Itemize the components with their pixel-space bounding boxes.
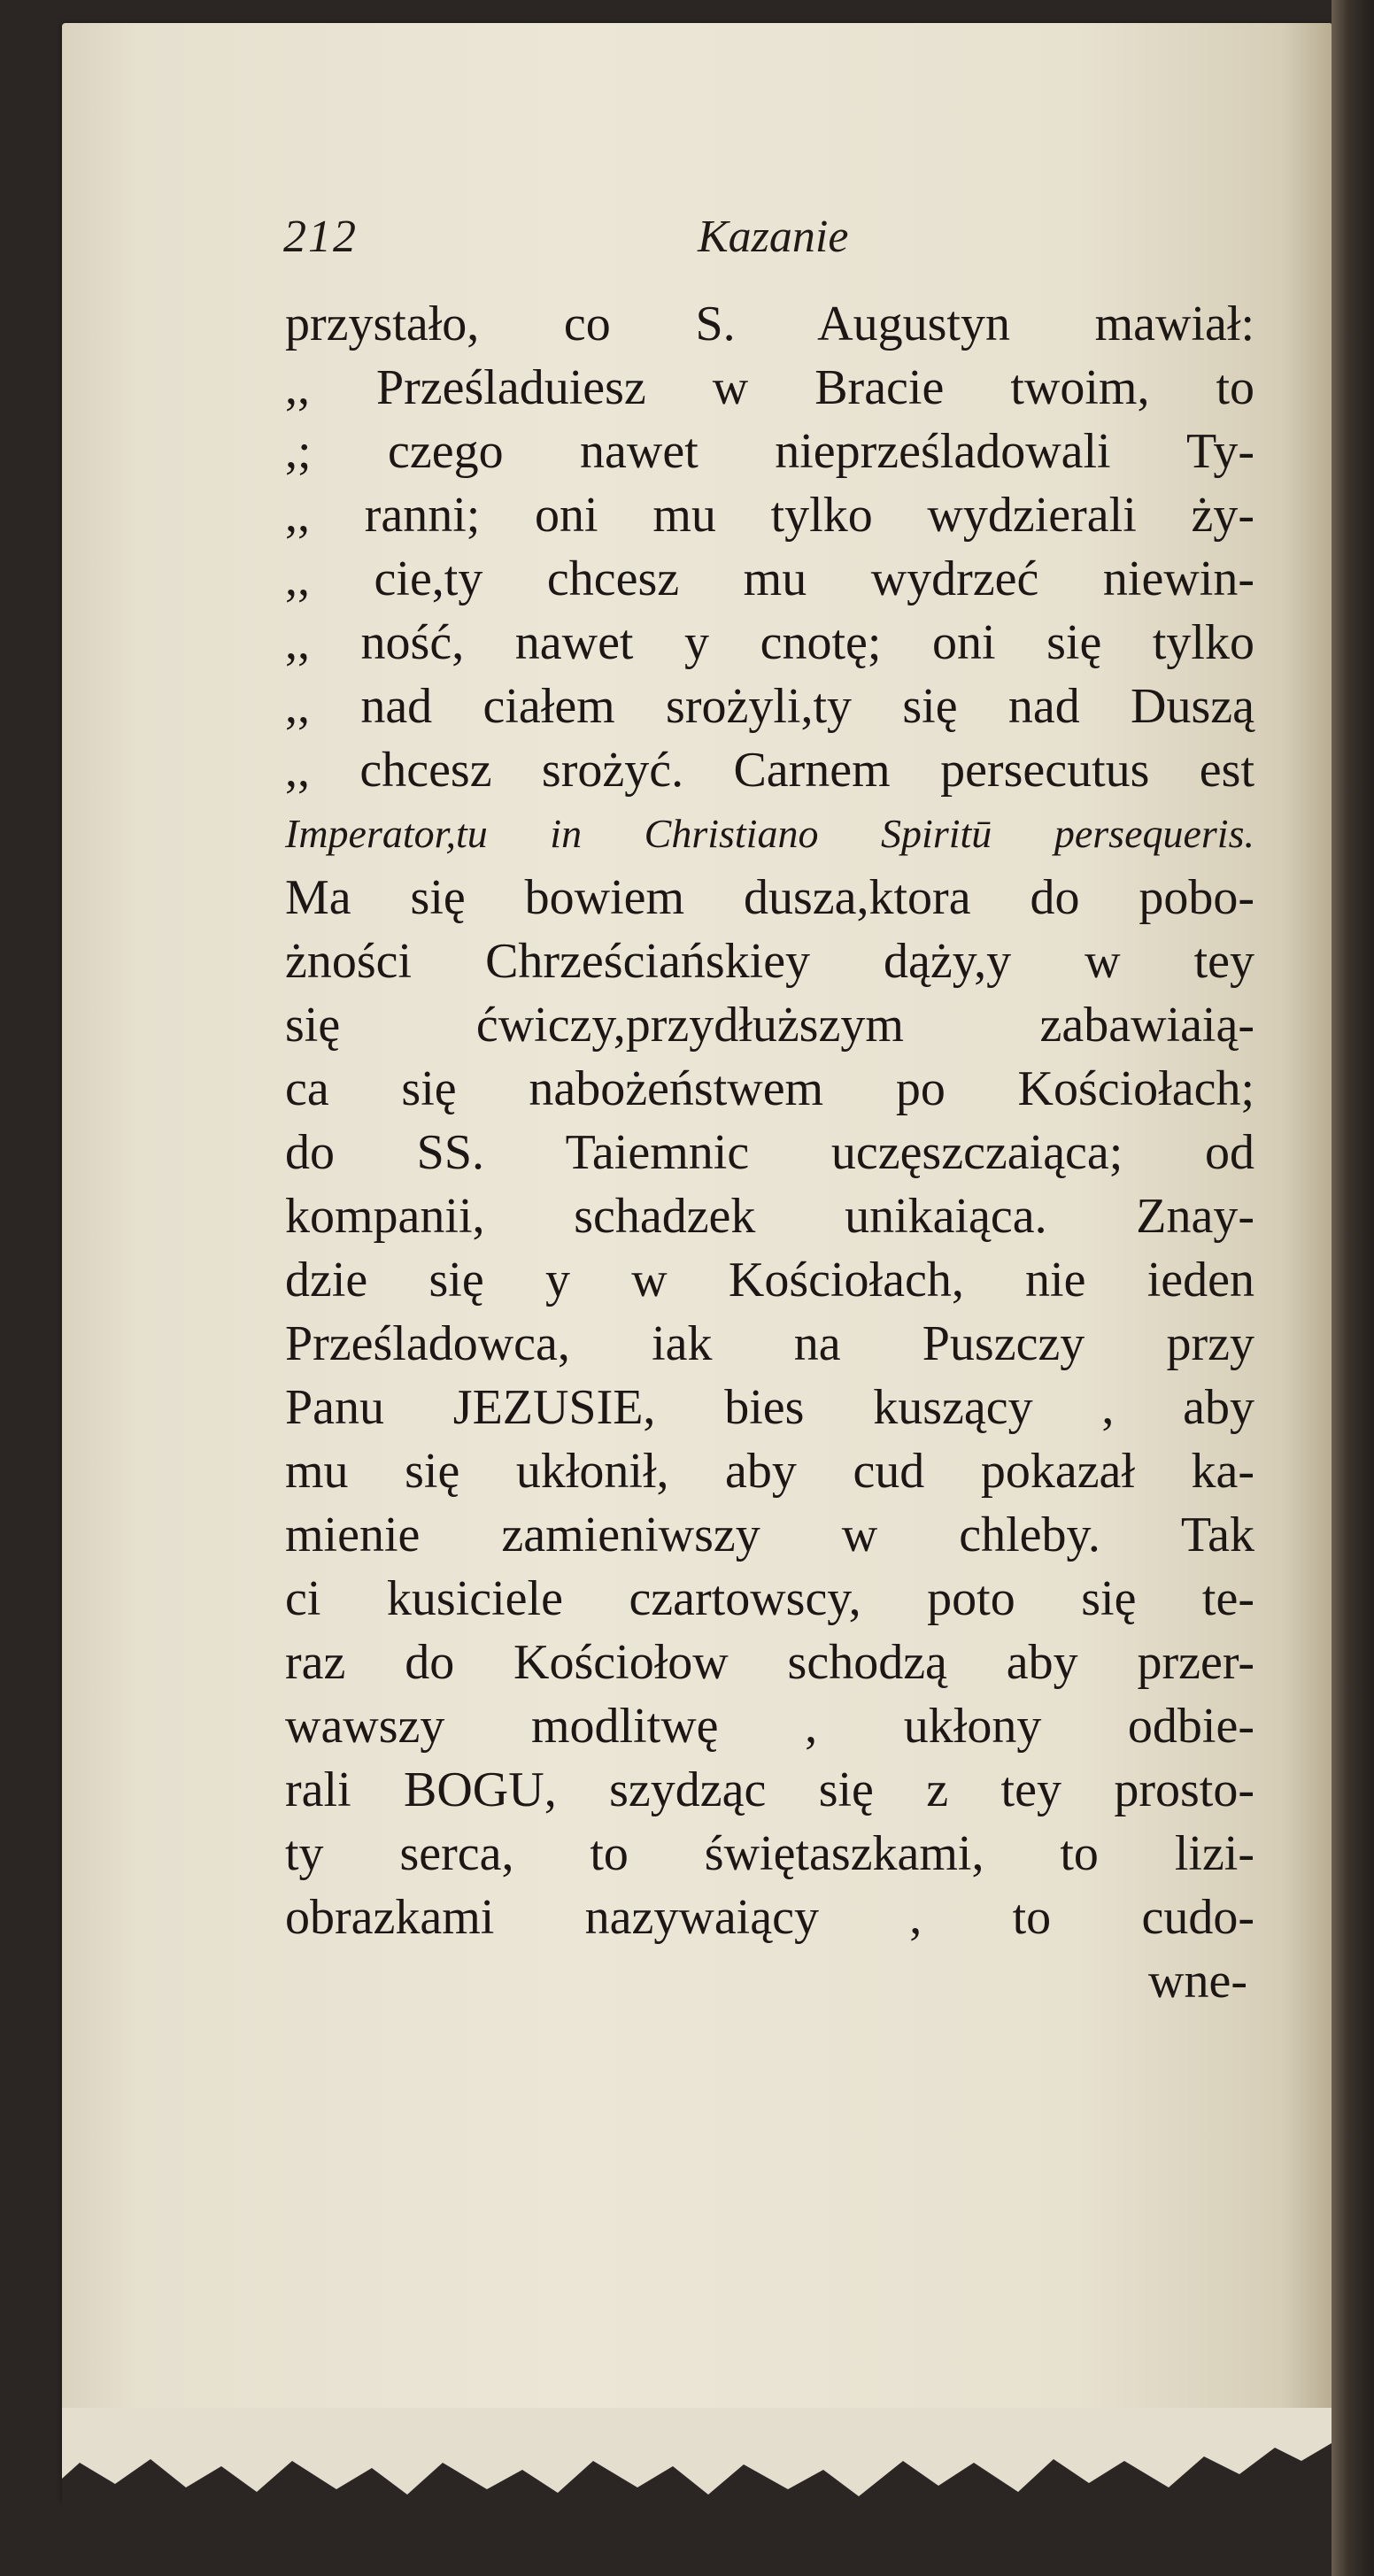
- text-line: ,, nad ciałem srożyli,ty się nad Duszą: [285, 679, 1254, 734]
- text-line: Prześladowca, iak na Puszczy przy: [285, 1316, 1254, 1371]
- text-line: ,; czego nawet nieprześladowali Ty-: [285, 424, 1254, 479]
- text-line: wawszy modlitwę , ukłony odbie-: [285, 1699, 1254, 1754]
- text-line: ,, chcesz srożyć. Carnem persecutus est: [285, 743, 1254, 798]
- text-line: do SS. Taiemnic uczęszczaiąca; od: [285, 1125, 1254, 1180]
- page-header: [283, 211, 1257, 273]
- text-line: kompanii, schadzek unikaiąca. Znay-: [285, 1189, 1254, 1244]
- running-head: Kazanie: [698, 212, 849, 262]
- text-line: ca się nabożeństwem po Kościołach;: [285, 1061, 1254, 1116]
- text-line: się ćwiczy,przydłuższym zabawiaią-: [285, 998, 1254, 1053]
- catchword: wne-: [1148, 1954, 1247, 2009]
- text-line: ,, ność, nawet y cnotę; oni się tylko: [285, 615, 1254, 670]
- text-line: ,, ranni; oni mu tylko wydzierali ży-: [285, 488, 1254, 543]
- text-line: rali BOGU, szydząc się z tey prosto-: [285, 1762, 1254, 1817]
- text-line: dzie się y w Kościołach, nie ieden: [285, 1253, 1254, 1307]
- text-line: ty serca, to świętaszkami, to lizi-: [285, 1826, 1254, 1881]
- text-line: przystało, co S. Augustyn mawiał:: [285, 297, 1254, 351]
- text-line: Ma się bowiem dusza,ktora do pobo-: [285, 870, 1254, 925]
- text-line: obrazkami nazywaiący , to cudo-: [285, 1890, 1254, 1945]
- text-line: mienie zamieniwszy w chleby. Tak: [285, 1508, 1254, 1562]
- text-line: Panu JEZUSIE, bies kuszący , aby: [285, 1380, 1254, 1435]
- text-line: raz do Kościołow schodzą aby przer-: [285, 1635, 1254, 1690]
- page-number: 212: [283, 212, 358, 262]
- book-spine: [1332, 0, 1374, 2576]
- latin-quote-line: Imperator,tu in Christiano Spiritū persequeris.: [285, 811, 1254, 856]
- text-line: żności Chrześciańskiey dąży,y w tey: [285, 934, 1254, 989]
- text-line: mu się ukłonił, aby cud pokazał ka-: [285, 1444, 1254, 1499]
- torn-page-edge: [62, 2408, 1332, 2523]
- text-line: ,, Prześladuiesz w Bracie twoim, to: [285, 360, 1254, 415]
- body-text: [285, 292, 1254, 2013]
- text-line: ,, cie,ty chcesz mu wydrzeć niewin-: [285, 551, 1254, 606]
- text-line: ci kusiciele czartowscy, poto się te-: [285, 1571, 1254, 1626]
